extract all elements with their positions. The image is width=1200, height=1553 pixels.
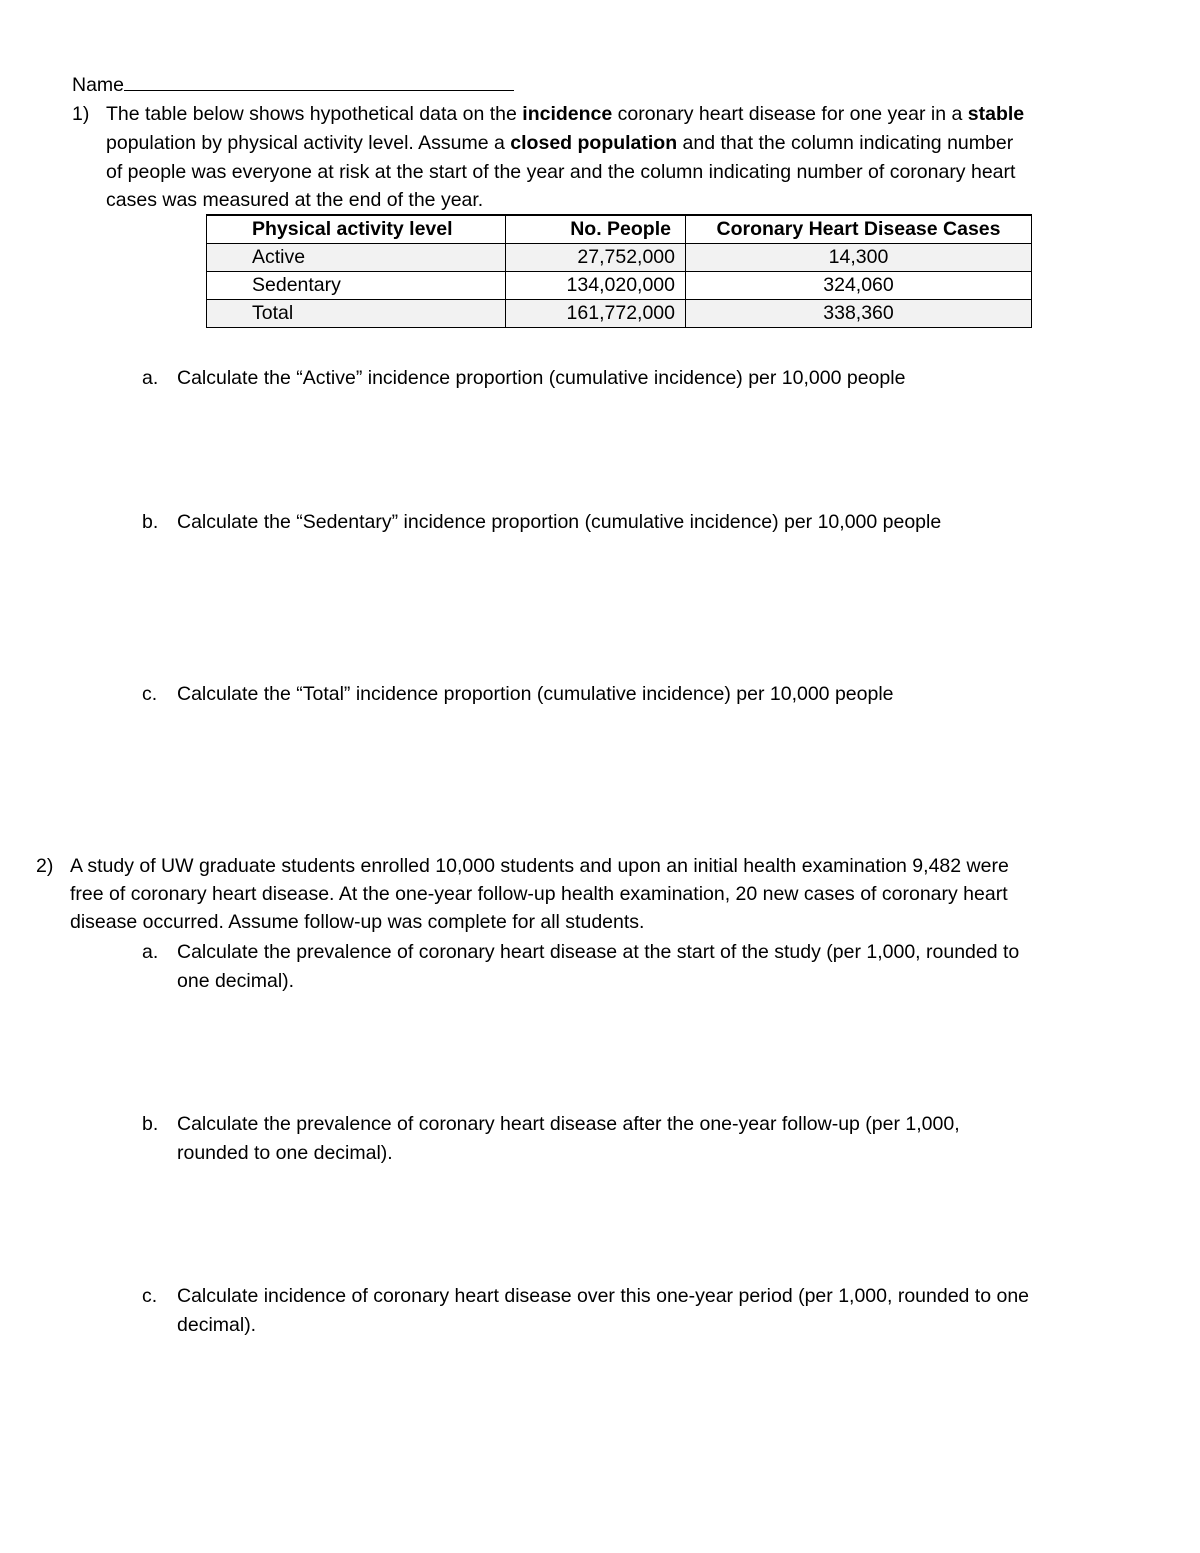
cell-cases: 338,360 bbox=[686, 300, 1032, 328]
question-2-line-1: A study of UW graduate students enrolled 10,000 students and upon an initial health examination 9,482 were bbox=[70, 855, 1009, 877]
question-1-number: 1) bbox=[72, 103, 90, 125]
cell-activity: Total bbox=[207, 300, 506, 328]
q2-part-c bbox=[142, 1282, 1029, 1311]
part-letter: c. bbox=[142, 1285, 158, 1307]
part-letter: b. bbox=[142, 511, 159, 533]
part-text: Calculate the prevalence of coronary heart disease after the one-year follow-up (per 1,000, bbox=[177, 1113, 960, 1135]
cell-people: 134,020,000 bbox=[506, 272, 686, 300]
name-label: Name bbox=[72, 74, 125, 96]
cell-people: 161,772,000 bbox=[506, 300, 686, 328]
q1-part-a bbox=[142, 364, 905, 393]
activity-cases-table bbox=[206, 214, 1032, 328]
q1-part-c bbox=[142, 680, 894, 709]
table-header-row bbox=[207, 215, 1032, 244]
name-blank-line[interactable] bbox=[124, 70, 514, 91]
q2-part-b-cont: rounded to one decimal). bbox=[177, 1142, 393, 1164]
part-letter: a. bbox=[142, 941, 159, 963]
q2-part-c-cont: decimal). bbox=[177, 1314, 257, 1336]
q2-part-a bbox=[142, 938, 1019, 967]
table-row bbox=[207, 272, 1032, 300]
part-text: Calculate the “Total” incidence proportion (cumulative incidence) per 10,000 people bbox=[177, 683, 894, 705]
question-1-line-1: The table below shows hypothetical data on the incidence coronary heart disease for one year in a stable bbox=[106, 103, 1025, 125]
name-field-row bbox=[72, 70, 514, 100]
header-activity-level: Physical activity level bbox=[207, 215, 506, 244]
question-2-line-2: free of coronary heart disease. At the one-year follow-up health examination, 20 new cases of coronary heart bbox=[70, 883, 1008, 905]
table-row bbox=[207, 244, 1032, 272]
question-1-line-2: population by physical activity level. Assume a closed population and that the column indicating number bbox=[106, 132, 1014, 154]
table-row bbox=[207, 300, 1032, 328]
part-text: Calculate the “Active” incidence proportion (cumulative incidence) per 10,000 people bbox=[177, 367, 906, 389]
q2-part-b bbox=[142, 1110, 960, 1139]
question-1-line-4: cases was measured at the end of the year. bbox=[106, 189, 484, 211]
part-letter: b. bbox=[142, 1113, 159, 1135]
question-1-line-3: of people was everyone at risk at the start of the year and the column indicating number of coronary heart bbox=[106, 161, 1016, 183]
cell-activity: Active bbox=[207, 244, 506, 272]
part-text: Calculate incidence of coronary heart disease over this one-year period (per 1,000, rounded to one bbox=[177, 1285, 1030, 1307]
q2-part-a-cont: one decimal). bbox=[177, 970, 295, 992]
part-text: Calculate the “Sedentary” incidence proportion (cumulative incidence) per 10,000 people bbox=[177, 511, 942, 533]
part-letter: a. bbox=[142, 367, 159, 389]
part-letter: c. bbox=[142, 683, 158, 705]
cell-cases: 14,300 bbox=[686, 244, 1032, 272]
question-2-number: 2) bbox=[36, 855, 54, 877]
header-no-people: No. People bbox=[506, 215, 686, 244]
question-2-line-3: disease occurred. Assume follow-up was complete for all students. bbox=[70, 911, 645, 933]
cell-people: 27,752,000 bbox=[506, 244, 686, 272]
q1-part-b bbox=[142, 508, 941, 537]
part-text: Calculate the prevalence of coronary heart disease at the start of the study (per 1,000, rounded to bbox=[177, 941, 1020, 963]
header-chd-cases: Coronary Heart Disease Cases bbox=[686, 215, 1032, 244]
cell-activity: Sedentary bbox=[207, 272, 506, 300]
cell-cases: 324,060 bbox=[686, 272, 1032, 300]
